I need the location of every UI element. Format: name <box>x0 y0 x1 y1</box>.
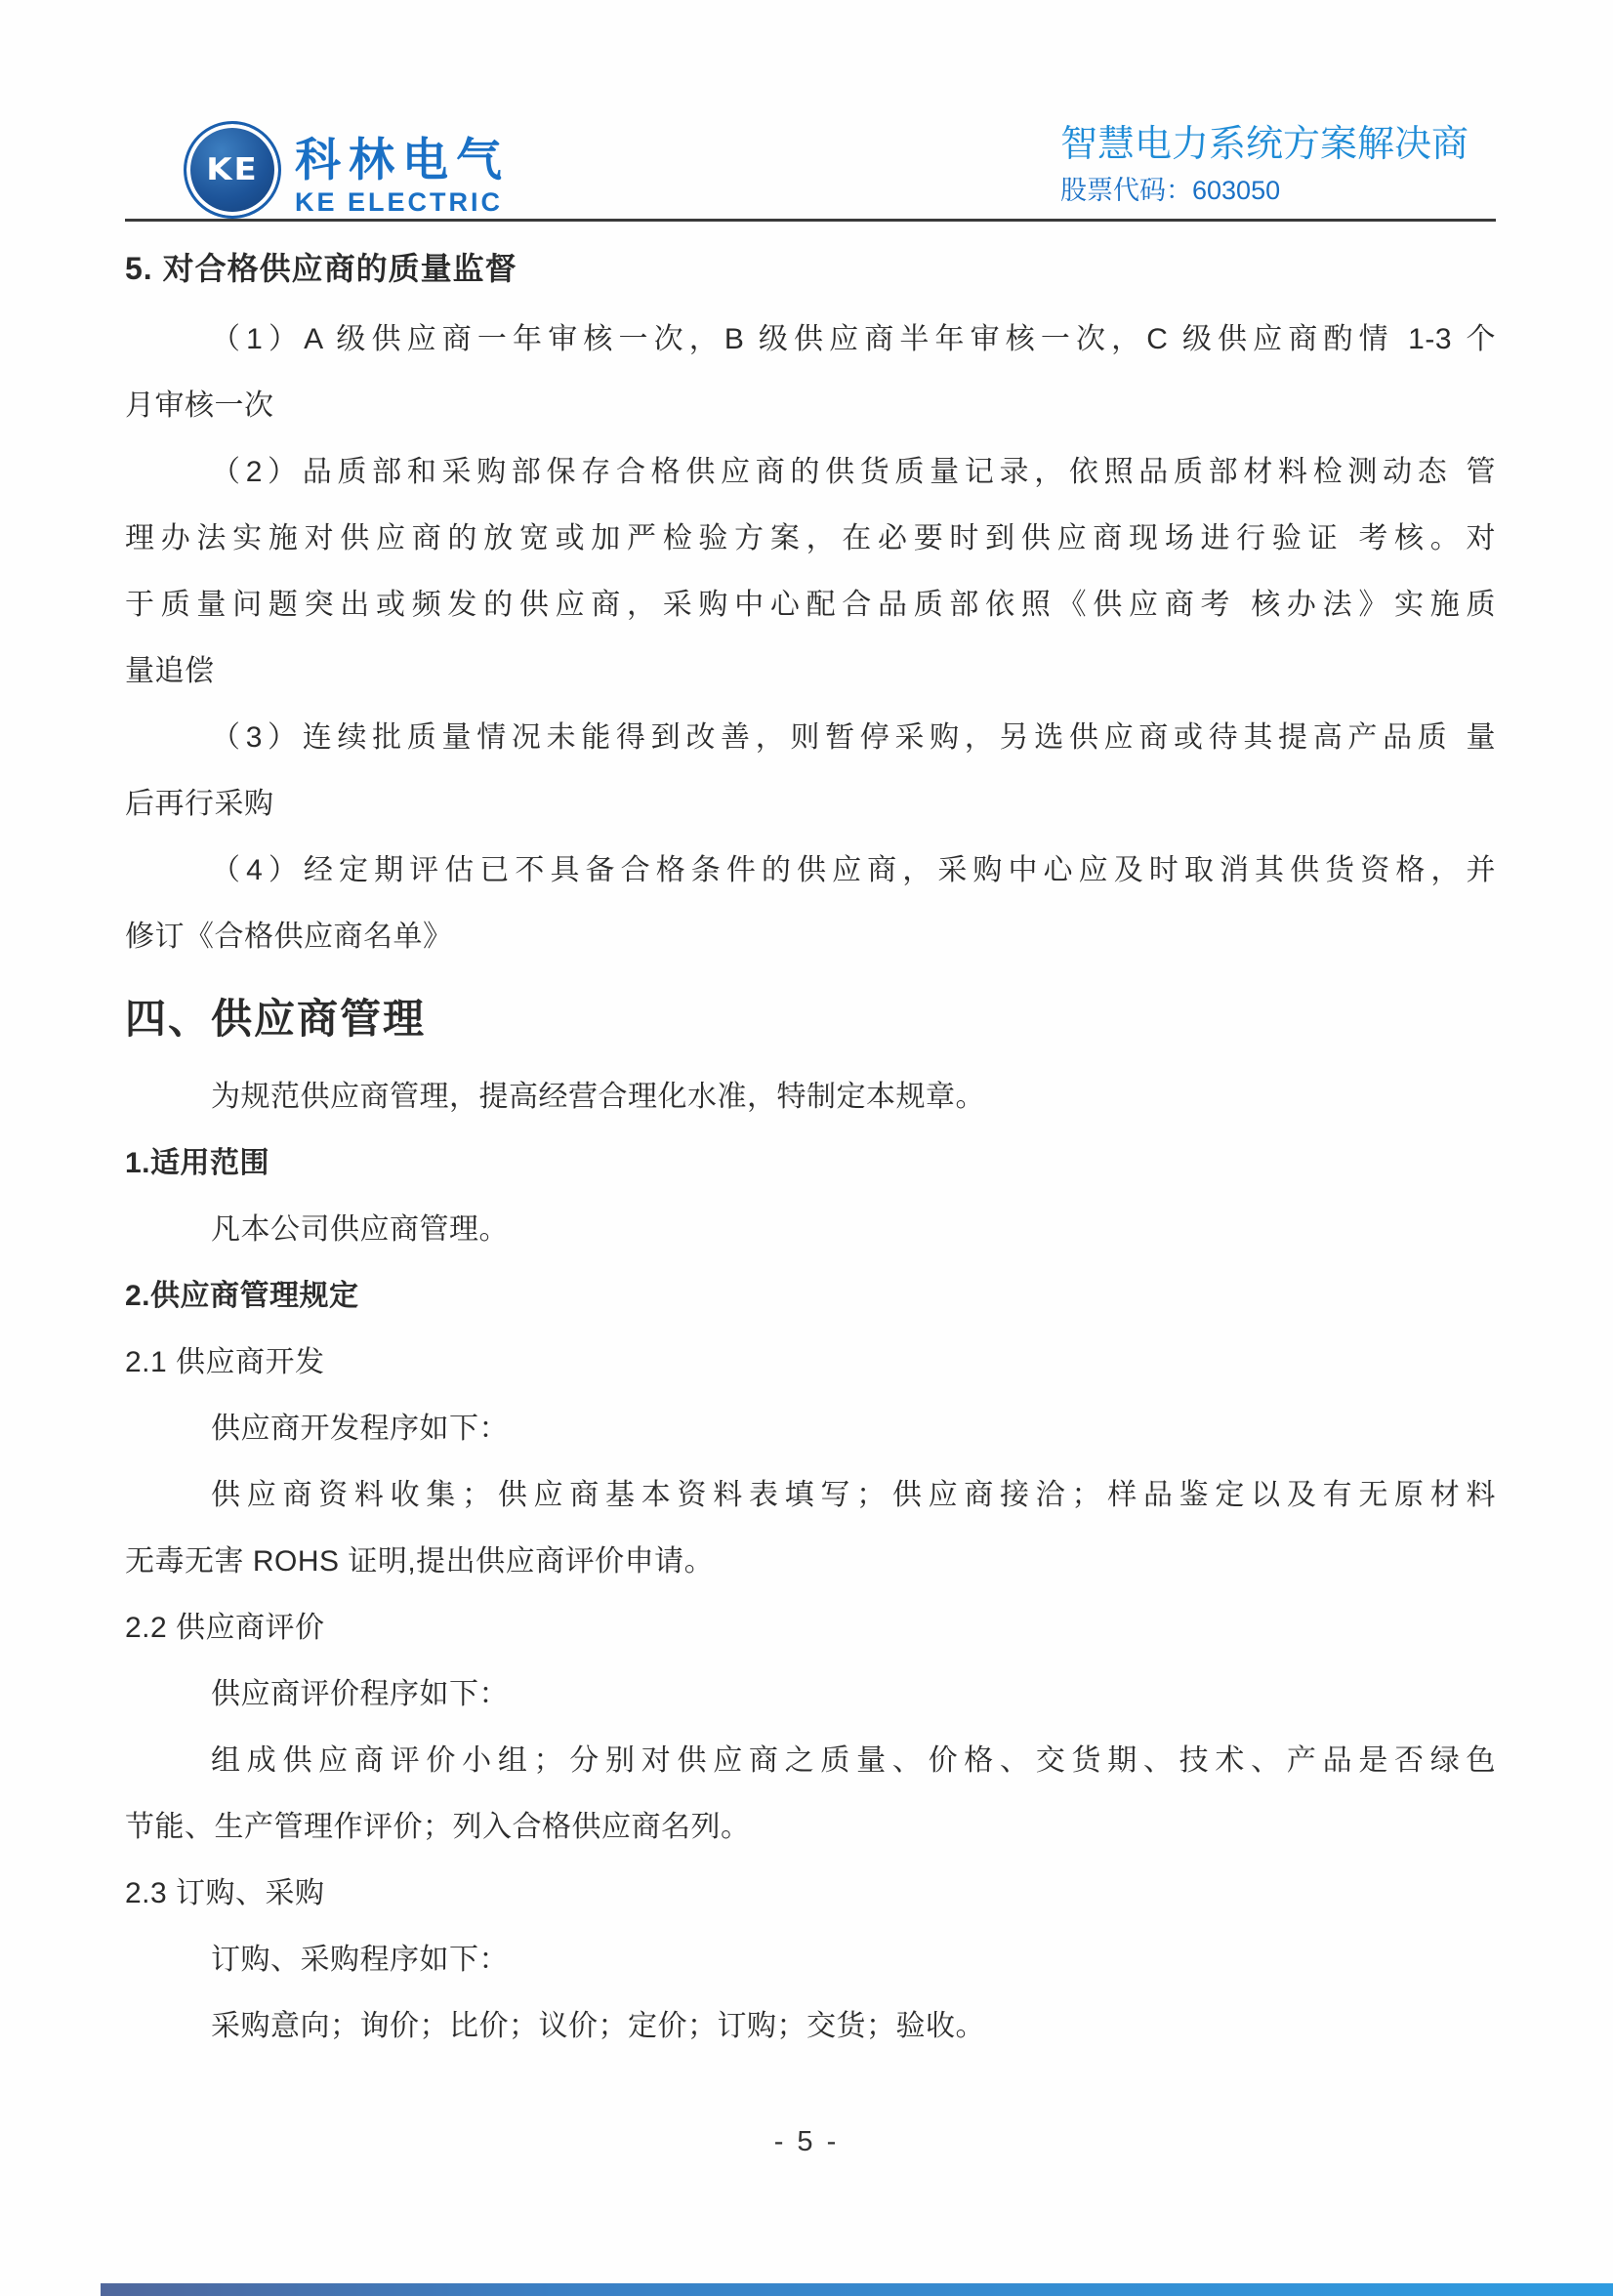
text-line: （3）连续批质量情况未能得到改善，则暂停采购，另选供应商或待其提高产品质 量 <box>211 721 1496 754</box>
footer-bar <box>101 2283 1613 2296</box>
text-line: 2.3 订购、采购 <box>125 1877 325 1909</box>
stock-code: 股票代码：603050 <box>1060 176 1281 205</box>
text-line: （2）品质部和采购部保存合格供应商的供货质量记录，依照品质部材料检测动态 管 <box>211 456 1496 488</box>
text-line: 采购意向；询价；比价；议价；定价；订购；交货；验收。 <box>211 2010 985 2042</box>
text-line: 订购、采购程序如下： <box>211 1944 509 1976</box>
header-right <box>1060 123 1468 205</box>
text-line: 为规范供应商管理，提高经营合理化水准，特制定本规章。 <box>211 1081 985 1113</box>
header-tagline: 智慧电力系统方案解决商 <box>1060 124 1469 165</box>
logo-monogram: KE <box>206 151 259 188</box>
document-body <box>125 246 1496 2060</box>
text-line: （4）经定期评估已不具备合格条件的供应商，采购中心应及时取消其供货资格，并 <box>211 854 1496 886</box>
company-logo-text <box>295 135 510 217</box>
text-line: 供应商开发程序如下： <box>211 1413 509 1445</box>
text-line: （1）A 级供应商一年审核一次，B 级供应商半年审核一次，C 级供应商酌情 1-3 个 <box>211 323 1496 355</box>
text-line: 组成供应商评价小组；分别对供应商之质量、价格、交货期、技术、产品是否绿色 <box>211 1744 1496 1777</box>
text-line: 量追偿 <box>125 655 215 687</box>
text-line: 2.2 供应商评价 <box>125 1612 325 1644</box>
text-line: 供应商资料收集；供应商基本资料表填写；供应商接洽；样品鉴定以及有无原材料 <box>211 1479 1496 1511</box>
text-line: 2.1 供应商开发 <box>125 1346 325 1378</box>
text-line: 凡本公司供应商管理。 <box>211 1213 509 1246</box>
text-line: 于质量问题突出或频发的供应商，采购中心配合品质部依照《供应商考 核办法》实施质 <box>125 589 1496 621</box>
section-heading: 5. 对合格供应商的质量监督 <box>125 251 517 286</box>
header-divider <box>125 219 1496 222</box>
text-line: 节能、生产管理作评价；列入合格供应商名列。 <box>125 1811 751 1843</box>
text-line: 无毒无害 ROHS 证明,提出供应商评价申请。 <box>125 1545 715 1578</box>
text-line: 1.适用范围 <box>125 1147 270 1179</box>
text-line: 2.供应商管理规定 <box>125 1280 359 1312</box>
section-heading: 四、供应商管理 <box>125 996 427 1042</box>
company-name-en: KE ELECTRIC <box>295 187 504 217</box>
company-name-cn: 科林电气 <box>295 134 510 185</box>
text-line: 修订《合格供应商名单》 <box>125 921 453 953</box>
page-number: - 5 - <box>773 2126 840 2157</box>
text-line: 后再行采购 <box>125 788 274 820</box>
company-logo-icon <box>184 121 281 219</box>
text-line: 月审核一次 <box>125 390 274 422</box>
text-line: 供应商评价程序如下： <box>211 1678 509 1710</box>
text-line: 理办法实施对供应商的放宽或加严检验方案，在必要时到供应商现场进行验证 考核。对 <box>125 522 1496 554</box>
